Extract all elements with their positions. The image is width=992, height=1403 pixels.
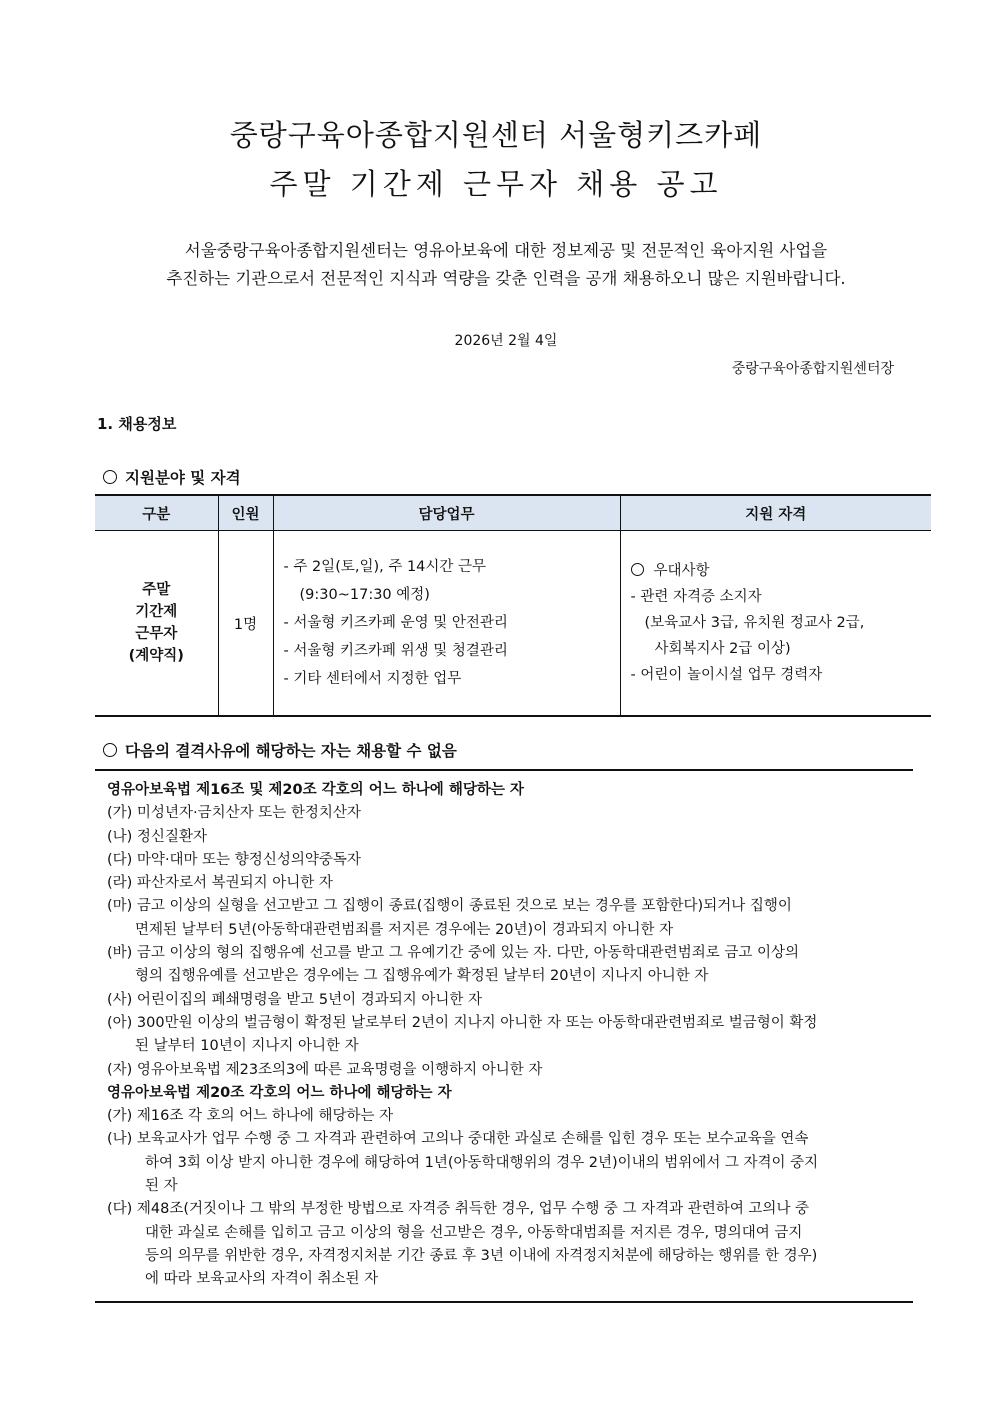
- list-item-continued: 에 따라 보육교사의 자격이 취소된 자: [145, 1271, 379, 1288]
- list-item-continued: 면제된 날부터 5년(아동학대관련범죄를 저지른 경우에는 20년)이 경과되지 아니한 자: [135, 921, 674, 938]
- cell-qualification: [620, 531, 931, 717]
- list-item: (자) 영유아보육법 제23조의3에 따른 교육명령을 이행하지 아니한 자: [107, 1061, 543, 1078]
- announcement-date: 2026년 2월 4일: [454, 333, 558, 349]
- category-line: 근무자: [135, 626, 178, 642]
- list-item: (다) 마약·대마 또는 향정신성의약중독자: [107, 851, 361, 868]
- list-item: (아) 300만원 이상의 벌금형이 확정된 날로부터 2년이 지나지 아니한 자 또는 아동학대관련범죄로 벌금형이 확정: [107, 1014, 818, 1031]
- recruitment-table: [95, 494, 931, 717]
- cell-count: 1명: [218, 531, 273, 717]
- duty-item: - 기타 센터에서 지정한 업무: [283, 671, 462, 687]
- header-duties: 담당업무: [273, 495, 620, 531]
- cell-category: [95, 531, 218, 717]
- duty-item: - 서울형 키즈카페 위생 및 청결관리: [283, 643, 508, 659]
- signer: 중랑구육아종합지원센터장: [731, 361, 894, 377]
- disqualification-box: [95, 769, 913, 1303]
- qualification-item: (보육교사 3급, 유치원 정교사 2급,: [644, 615, 865, 631]
- category-line: (계약직): [128, 648, 184, 664]
- circle-bullet-icon: [103, 470, 117, 484]
- table-header-row: [95, 495, 931, 531]
- intro-line-1: 서울중랑구육아종합지원센터는 영유아보육에 대한 정보제공 및 전문적인 육아지원 사업을: [184, 241, 828, 260]
- qualification-item: 사회복지사 2급 이상): [654, 641, 791, 657]
- list-item-continued: 된 날부터 10년이 지나지 아니한 자: [135, 1038, 359, 1055]
- duty-item: - 서울형 키즈카페 운영 및 안전관리: [283, 615, 508, 631]
- header-category: 구분: [95, 495, 218, 531]
- intro-line-2: 추진하는 기관으로서 전문적인 지식과 역량을 갖춘 인력을 공개 채용하오니 많은 지원바랍니다.: [166, 269, 846, 288]
- category-line: 주말: [142, 582, 171, 598]
- header-qualification: 지원 자격: [620, 495, 931, 531]
- section-title-recruitment-info: 1. 채용정보: [97, 415, 177, 433]
- list-item: (가) 미성년자·금치산자 또는 한정치산자: [107, 805, 361, 822]
- qualification-item: [631, 558, 932, 584]
- cell-duties: [273, 531, 620, 717]
- list-item-continued: 등의 의무를 위반한 경우, 자격정지처분 기간 종료 후 3년 이내에 자격정지처분에 해당하는 행위를 한 경우): [145, 1247, 818, 1264]
- duty-item: - 주 2일(토,일), 주 14시간 근무: [283, 559, 487, 575]
- qualification-item: - 어린이 놀이시설 업무 경력자: [630, 667, 823, 683]
- law-heading: 영유아보육법 제20조 각호의 어느 하나에 해당하는 자: [107, 1084, 452, 1101]
- law-heading: 영유아보육법 제16조 및 제20조 각호의 어느 하나에 해당하는 자: [107, 782, 524, 798]
- list-item: (나) 보육교사가 업무 수행 중 그 자격과 관련하여 고의나 중대한 과실로 손해를 입힌 경우 또는 보수교육을 연속: [107, 1131, 809, 1148]
- circle-bullet-icon: [103, 743, 117, 757]
- table-row: [95, 531, 931, 717]
- qualification-item: - 관련 자격증 소지자: [630, 589, 762, 605]
- list-item: (나) 정신질환자: [107, 828, 207, 845]
- subsection-title: 지원분야 및 자격: [125, 469, 241, 487]
- circle-bullet-icon: [631, 563, 644, 576]
- preferred-label: 우대사항: [653, 563, 710, 579]
- list-item: (다) 제48조(거짓이나 그 밖의 부정한 방법으로 자격증 취득한 경우, 업무 수행 중 그 자격과 관련하여 고의나 중: [107, 1201, 810, 1218]
- duty-item: (9:30~17:30 예정): [299, 587, 430, 603]
- list-item: (가) 제16조 각 호의 어느 하나에 해당하는 자: [107, 1108, 394, 1125]
- list-item-continued: 하여 3회 이상 받지 아니한 경우에 해당하여 1년(아동학대행위의 경우 2년)이내의 범위에서 그 자격이 중지: [145, 1154, 819, 1171]
- title-line-2: 주말 기간제 근무자 채용 공고: [269, 167, 723, 201]
- list-item: (사) 어린이집의 폐쇄명령을 받고 5년이 경과되지 아니한 자: [107, 991, 482, 1008]
- subsection-disqualification: [103, 739, 457, 761]
- category-line: 기간제: [135, 604, 178, 620]
- list-item: (라) 파산자로서 복권되지 아니한 자: [107, 875, 333, 892]
- subsection-title: 다음의 결격사유에 해당하는 자는 채용할 수 없음: [125, 742, 457, 760]
- list-item-continued: 대한 과실로 손해를 입히고 금고 이상의 형을 선고받은 경우, 아동학대범죄를 저지른 경우, 명의대여 금지: [145, 1224, 803, 1241]
- list-item: (바) 금고 이상의 형의 집행유예 선고를 받고 그 유예기간 중에 있는 자. 다만, 아동학대관련범죄로 금고 이상의: [107, 945, 799, 962]
- subsection-field-qualification: [103, 466, 241, 488]
- list-item: (마) 금고 이상의 실형을 선고받고 그 집행이 종료(집행이 종료된 것으로 보는 경우를 포함한다)되거나 집행이: [107, 898, 792, 915]
- list-item-continued: 된 자: [145, 1178, 178, 1195]
- title-line-1: 중랑구육아종합지원센터 서울형키즈카페: [229, 118, 763, 152]
- list-item-continued: 형의 집행유예를 선고받은 경우에는 그 집행유예가 확정된 날부터 20년이 지나지 아니한 자: [135, 968, 709, 985]
- header-count: 인원: [218, 495, 273, 531]
